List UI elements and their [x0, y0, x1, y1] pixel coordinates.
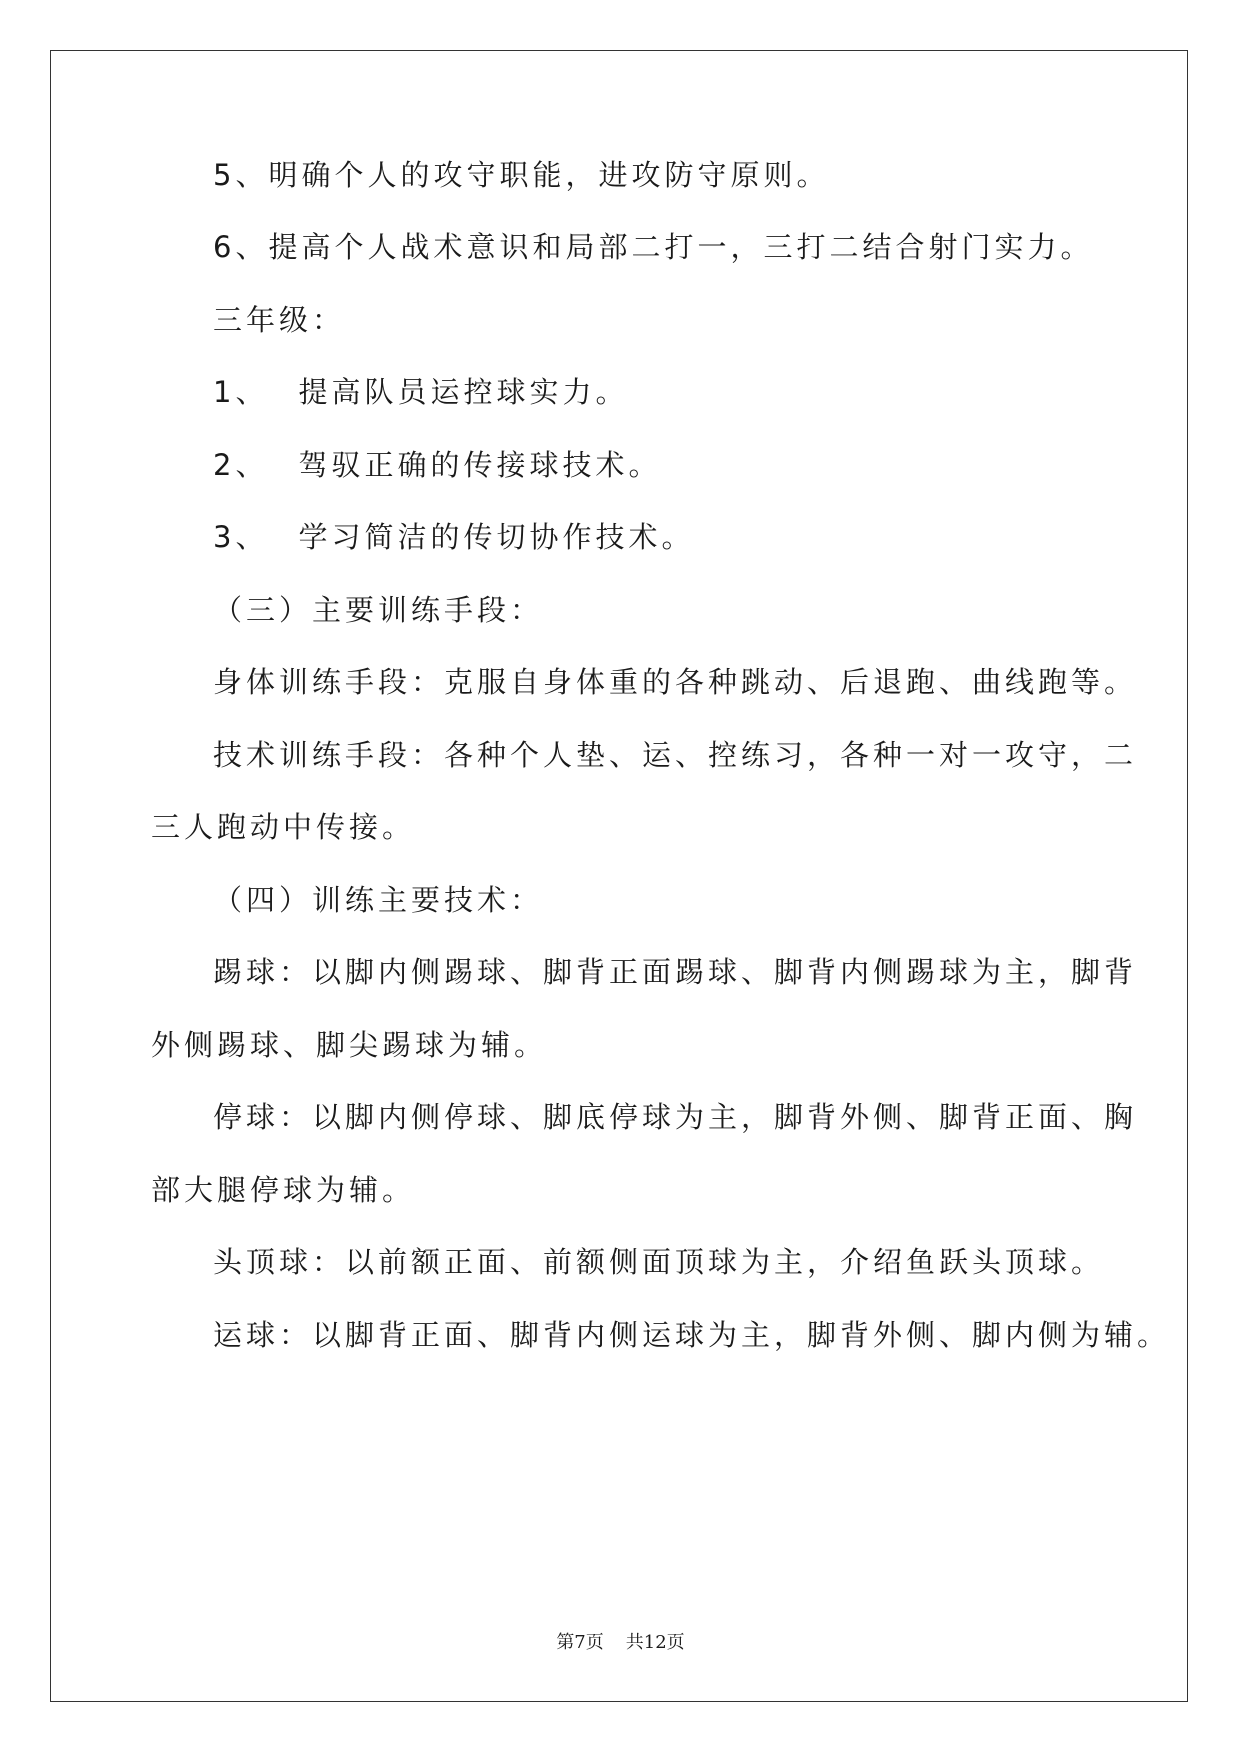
paragraph-line: 外侧踢球、脚尖踢球为辅。	[151, 1028, 548, 1062]
list-item-text: 驾驭正确的传接球技术。	[298, 448, 662, 482]
paragraph-line: 运球：以脚背正面、脚背内侧运球为主，脚背外侧、脚内侧为辅。	[213, 1318, 1171, 1352]
page-footer	[0, 1628, 1241, 1654]
paragraph-line: 三人跑动中传接。	[151, 810, 416, 844]
list-number: 2、	[213, 448, 269, 482]
section-heading: （四）训练主要技术：	[213, 883, 544, 917]
paragraph-line: 6、提高个人战术意识和局部二打一，三打二结合射门实力。	[213, 230, 1094, 264]
list-number: 1、	[213, 375, 269, 409]
list-item	[213, 517, 694, 557]
paragraph-line: 身体训练手段：克服自身体重的各种跳动、后退跑、曲线跑等。	[213, 665, 1138, 699]
page-number-total: 共12页	[625, 1632, 685, 1653]
paragraph-line: 踢球：以脚内侧踢球、脚背正面踢球、脚背内侧踢球为主，脚背	[213, 955, 1138, 989]
paragraph-line: 停球：以脚内侧停球、脚底停球为主，脚背外侧、脚背正面、胸	[213, 1100, 1138, 1134]
list-number: 3、	[213, 520, 269, 554]
list-item	[213, 372, 628, 412]
paragraph-line: 头顶球：以前额正面、前额侧面顶球为主，介绍鱼跃头顶球。	[213, 1245, 1105, 1279]
list-item-text: 学习简洁的传切协作技术。	[298, 520, 695, 554]
paragraph-line: 部大腿停球为辅。	[151, 1173, 416, 1207]
page-number-current: 第7页	[556, 1632, 604, 1653]
list-item	[213, 445, 661, 485]
paragraph-line: 5、明确个人的攻守职能，进攻防守原则。	[213, 158, 830, 192]
paragraph-line: 技术训练手段：各种个人垫、运、控练习，各种一对一攻守，二	[213, 738, 1138, 772]
list-item-text: 提高队员运控球实力。	[298, 375, 629, 409]
page-border	[50, 50, 1188, 1702]
section-heading: （三）主要训练手段：	[213, 593, 544, 627]
paragraph-line: 三年级：	[213, 303, 346, 337]
